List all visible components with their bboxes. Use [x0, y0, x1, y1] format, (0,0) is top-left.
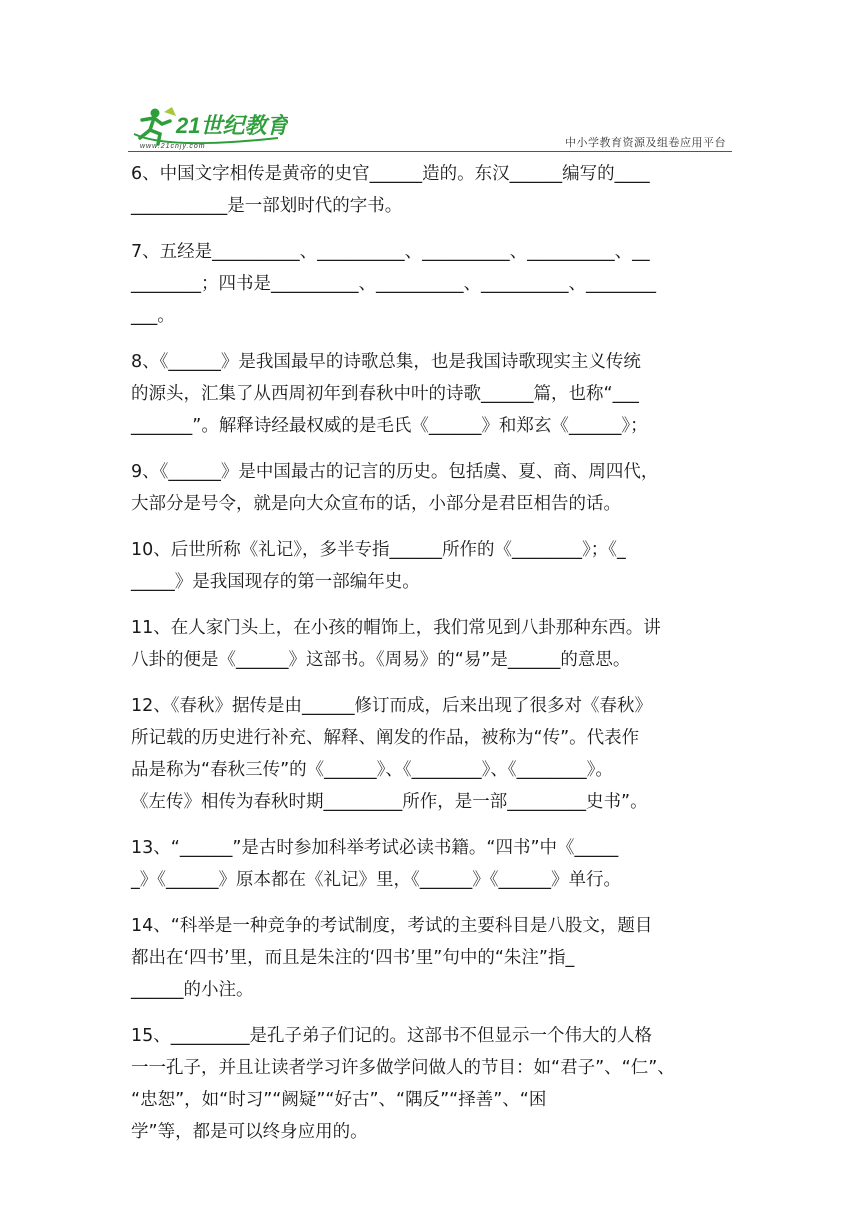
question-line: 12、《春秋》据传是由______修订而成，后来出现了很多对《春秋》	[131, 696, 653, 716]
question-line: 14、“科举是一种竞争的考试制度，考试的主要科目是八股文，题目	[131, 916, 653, 936]
question-line: 15、_________是孔子弟子们记的。这部书不但显示一个伟大的人格	[131, 1026, 653, 1046]
header-divider	[128, 151, 732, 152]
logo-url-text: www.21cnjy.com	[140, 143, 206, 150]
question-12	[131, 690, 731, 818]
site-name: 中小学教育资源及组卷应用平台	[565, 136, 726, 149]
question-6	[131, 158, 731, 222]
question-line: 11、在人家门头上，在小孩的帽饰上，我们常见到八卦那种东西。讲	[131, 618, 661, 638]
question-line: 的源头，汇集了从西周初年到春秋中叶的诗歌______篇，也称“___	[131, 384, 639, 404]
question-list	[131, 158, 731, 1162]
question-8	[131, 346, 731, 442]
question-line: _____》是我国现存的第一部编年史。	[131, 572, 420, 592]
question-7	[131, 236, 731, 332]
question-line: ______的小注。	[131, 980, 254, 1000]
question-line: _》《______》原本都在《礼记》里，《______》《______》单行。	[131, 870, 621, 890]
logo-text: 21世纪教育	[176, 113, 288, 138]
question-line: “忠恕”，如“时习”“阙疑”“好古”、“隅反”“择善”、“困	[131, 1090, 547, 1110]
question-line: 品是称为“春秋三传”的《______》、《________》、《________》。	[131, 760, 613, 780]
question-line: 《左传》相传为春秋时期_________所作，是一部_________史书”。	[131, 792, 648, 812]
question-line: ___________是一部划时代的字书。	[131, 196, 403, 216]
question-line: _______”。解释诗经最权威的是毛氏《______》和郑玄《______》；	[131, 416, 648, 436]
question-line: 7、五经是__________、__________、__________、__________、__	[131, 242, 650, 262]
question-line: 6、中国文字相传是黄帝的史官______造的。东汉______编写的____	[131, 164, 650, 184]
question-line: 10、后世所称《礼记》，多半专指______所作的《________》；《_	[131, 540, 626, 560]
question-line: 学”等，都是可以终身应用的。	[131, 1122, 368, 1142]
question-11	[131, 612, 731, 676]
page-header	[128, 104, 732, 152]
question-line: 大部分是号令，就是向大众宣布的话，小部分是君臣相告的话。	[131, 494, 621, 514]
question-line: 8、《______》是我国最早的诗歌总集，也是我国诗歌现实主义传统	[131, 352, 641, 372]
question-line: ________；四书是__________、__________、__________、________	[131, 274, 656, 294]
question-line: 9、《______》是中国最古的记言的历史。包括虞、夏、商、周四代，	[131, 462, 659, 482]
question-13	[131, 832, 731, 896]
question-10	[131, 534, 731, 598]
question-line: 一一孔子，并且让读者学习许多做学问做人的节目：如“君子”、“仁”、	[131, 1058, 675, 1078]
question-line: 八卦的便是《______》这部书。《周易》的“易”是______的意思。	[131, 650, 631, 670]
question-line: 所记载的历史进行补充、解释、阐发的作品，被称为“传”。代表作	[131, 728, 640, 748]
question-line: ___。	[131, 306, 175, 326]
question-line: 都出在‘四书’里，而且是朱注的‘四书’里”句中的“朱注”指_	[131, 948, 575, 968]
question-14	[131, 910, 731, 1006]
site-logo	[128, 104, 288, 150]
question-line: 13、“______”是古时参加科举考试必读书籍。“四书”中《_____	[131, 838, 619, 858]
question-9	[131, 456, 731, 520]
question-15	[131, 1020, 731, 1148]
